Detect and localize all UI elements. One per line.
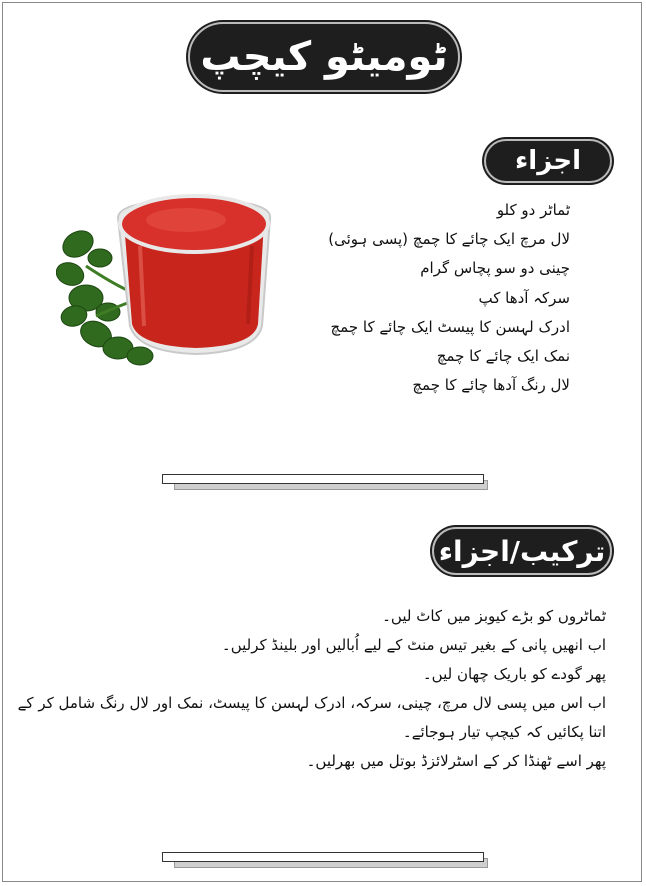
list-item: لال مرچ ایک چائے کا چمچ (پسی ہوئی): [328, 230, 570, 249]
list-item: ٹماٹر دو کلو: [496, 201, 570, 219]
section-divider: [162, 474, 486, 488]
ingredients-list: [250, 196, 570, 400]
page-title: ٹومیٹو کیچپ: [188, 22, 460, 92]
list-item: ادرک لہسن کا پیسٹ ایک چائے کا چمچ: [330, 317, 570, 336]
method-heading: ترکیب/اجزاء: [432, 527, 612, 575]
step-item: پھر اسے ٹھنڈا کر کے اسٹرلائزڈ بوتل میں بھرلیں۔: [306, 752, 606, 770]
step-item: اب اس میں پسی لال مرچ، چینی، سرکہ، ادرک لہسن کا پیسٹ، نمک اور لال رنگ شامل کر کے اتنا پکائیں کہ کیچپ تیار ہوجائے۔: [17, 694, 606, 741]
step-item: ٹماٹروں کو بڑے کیوبز میں کاٹ لیں۔: [382, 607, 606, 625]
list-item: چینی دو سو پچاس گرام: [420, 259, 570, 278]
step-item: اب انھیں پانی کے بغیر تیس منٹ کے لیے اُبالیں اور بلینڈ کرلیں۔: [221, 636, 606, 654]
list-item: نمک ایک چائے کا چمچ: [436, 346, 570, 365]
ketchup-bowl-image: [56, 176, 276, 372]
list-item: سرکہ آدھا کپ: [478, 288, 570, 307]
list-item: لال رنگ آدھا چائے کا چمچ: [412, 376, 570, 395]
section-divider: [162, 852, 486, 866]
ingredients-heading: اجزاء: [484, 139, 612, 183]
method-steps: [6, 602, 606, 776]
step-item: پھر گودے کو باریک چھان لیں۔: [422, 665, 606, 683]
